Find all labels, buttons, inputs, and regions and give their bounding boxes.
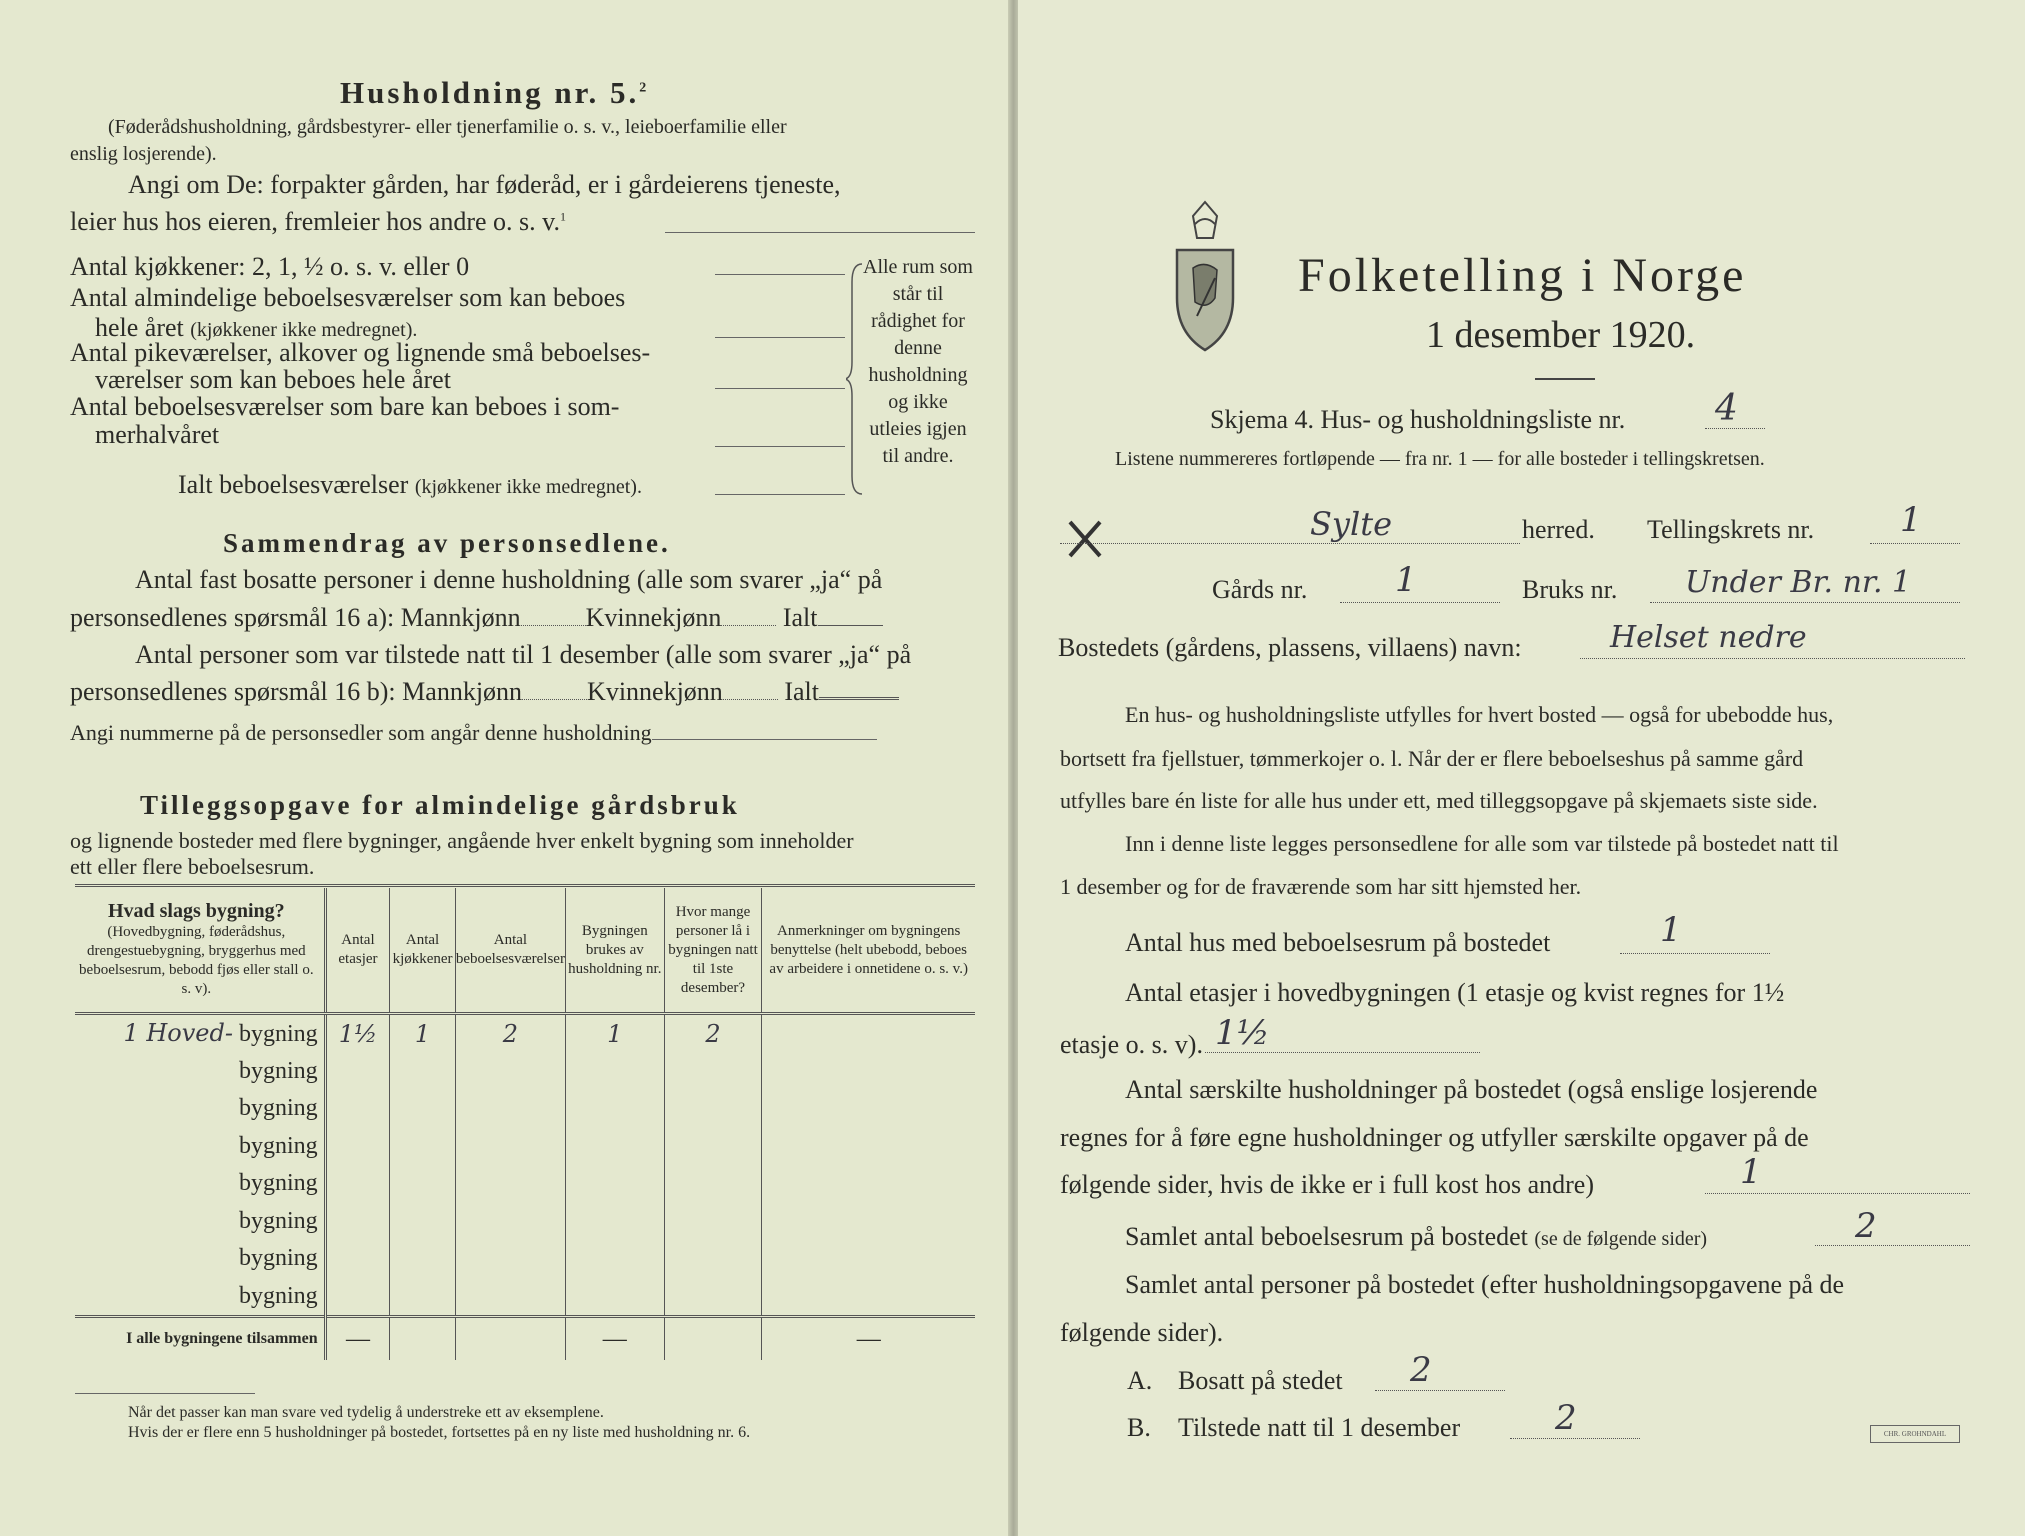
pike-line (715, 388, 845, 389)
total-hush: — (565, 1317, 664, 1361)
tillegg-line-2: ett eller flere beboelsesrum. (70, 854, 315, 879)
tellingskrets-nr: 1 (1900, 500, 1922, 540)
etasjer-line-1: Antal etasjer i hovedbygningen (1 etasje og kvist regnes for 1½ (1125, 978, 1785, 1007)
bruks-label: Bruks nr. (1522, 575, 1618, 604)
cell-anm (762, 1014, 975, 1053)
ialt-line (715, 494, 845, 495)
sammendrag-heading: Sammendrag av personsedlene. (223, 528, 671, 558)
etasjer-line-2: etasje o. s. v). (1060, 1030, 1203, 1059)
table-row (75, 1240, 975, 1278)
col-vaer-header: Antal beboelsesværelser (455, 888, 565, 1014)
bosted-line (1580, 658, 1965, 659)
row-type: bygning (238, 1282, 318, 1309)
cell-kjokken: 1 (390, 1014, 456, 1053)
col-hush-header: Bygningen brukes av husholdning nr. (565, 888, 664, 1014)
row-type: bygning (238, 1170, 318, 1197)
gards-nr: 1 (1395, 560, 1417, 600)
samlet-rum-line (1815, 1245, 1970, 1246)
table-row (75, 1128, 975, 1166)
etasjer-value-line (1205, 1052, 1480, 1053)
cell-pers: 2 (664, 1014, 762, 1053)
total-etasjer: — (325, 1317, 390, 1361)
col-type-header: Hvad slags bygning? (Hovedbygning, føderådshus, drengestuebygning, bryggerhus med beboelsesrum, bebodd fjøs eller stall o. s. v). (75, 888, 325, 1014)
row-type: bygning (238, 1207, 318, 1234)
gards-label: Gårds nr. (1212, 575, 1308, 604)
row-type: bygning (238, 1095, 318, 1122)
samlet-rum-label: Samlet antal beboelsesrum på bostedet (se de følgende sider) (1125, 1222, 1708, 1251)
tellingskrets-label: Tellingskrets nr. (1647, 515, 1815, 544)
bruks-nr: Under Br. nr. 1 (1685, 565, 1912, 600)
b-label: B. (1127, 1413, 1151, 1442)
para1-line2: bortsett fra fjellstuer, tømmerkojer o. l. Når der er flere beboelseshus på samme gård (1060, 746, 1804, 771)
row-type: bygning (238, 1057, 318, 1084)
saer-line-1: Antal særskilte husholdninger på bostedet (også enslige losjerende (1125, 1075, 1818, 1104)
alm-label-2: hele året (kjøkkener ikke medregnet). (95, 313, 418, 342)
table-row (75, 1165, 975, 1203)
table-row (75, 1014, 975, 1053)
hus-label: Antal hus med beboelsesrum på bostedet (1125, 928, 1551, 957)
skjema-nr: 4 (1715, 388, 1738, 429)
sommer-label-1: Antal beboelsesværelser som bare kan beboes i som- (70, 392, 620, 421)
sommer-label-2: merhalvåret (95, 420, 220, 449)
para2-line2: 1 desember og for de fraværende som har sitt hjemsted her. (1060, 874, 1582, 899)
household-title: Husholdning nr. 5.$^2$ (340, 75, 650, 110)
hus-value: 1 (1660, 910, 1682, 950)
col-etasjer-header: Antal etasjer (325, 888, 390, 1014)
table-row (75, 1090, 975, 1128)
cross-mark-icon (1066, 518, 1104, 560)
brace-note: Alle rum som står til rådighet for denne husholdning og ikke utleies igjen til andre. (863, 256, 973, 467)
samlet-pers-line-2: følgende sider). (1060, 1318, 1224, 1347)
title-divider (1535, 378, 1595, 380)
alm-line (715, 337, 845, 338)
intro-text-2: enslig losjerende). (70, 143, 217, 165)
cell-etasjer: 1½ (325, 1014, 390, 1053)
saer-line (1705, 1193, 1970, 1194)
b-line (1510, 1438, 1640, 1439)
saer-line-2: regnes for å føre egne husholdninger og utfyller særskilte opgaver på de (1060, 1123, 1809, 1152)
bosted-name: Helset nedre (1610, 620, 1807, 655)
tillegg-heading: Tilleggsopgave for almindelige gårdsbruk (140, 790, 740, 820)
para1-line3: utfylles bare én liste for alle hus under ett, med tilleggsopgave på skjemaets siste side. (1060, 788, 1818, 813)
herred-line (1060, 543, 1520, 544)
printer-stamp: CHR. GROHNDAHL (1870, 1425, 1960, 1443)
total-anm: — (762, 1317, 975, 1361)
table-total-row (75, 1317, 975, 1361)
cell-hush: 1 (565, 1014, 664, 1053)
building-table (75, 888, 975, 1360)
census-date: 1 desember 1920. (1426, 314, 1696, 356)
para2-line1: Inn i denne liste legges personsedlene for alle som var tilstede på bostedet natt til (1125, 831, 1839, 856)
ialt-label: Ialt beboelsesværelser (kjøkkener ikke medregnet). (178, 470, 642, 499)
left-page (0, 0, 1010, 1536)
angi-line-1: Angi om De: forpakter gården, har føderåd, er i gårdeierens tjeneste, (128, 170, 841, 199)
tillegg-line-1: og lignende bosteder med flere bygninger, angående hver enkelt bygning som inneholder (70, 828, 854, 853)
samlet-rum-value: 2 (1855, 1206, 1877, 1246)
bruks-line (1650, 602, 1960, 603)
footnote-2: Hvis der er flere enn 5 husholdninger på bostedet, fortsettes på en ny liste med husholdning nr. 6. (128, 1424, 751, 1441)
a-text: Bosatt på stedet (1178, 1366, 1343, 1395)
saer-line-3: følgende sider, hvis de ikke er i full kost hos andre) (1060, 1170, 1594, 1199)
row-type: bygning (238, 1245, 318, 1272)
col-kjokken-header: Antal kjøkkener (390, 888, 456, 1014)
sammendrag-line-2: personsedlenes spørsmål 16 a): Mannkjønn Kvinnekjønn Ialt (70, 603, 883, 633)
total-label: I alle bygningene tilsammen (75, 1317, 325, 1361)
sammendrag-line-3: Antal personer som var tilstede natt til 1 desember (alle som svarer „ja“ på (135, 640, 912, 669)
angi-line-2: leier hus hos eieren, fremleier hos andre o. s. v.$^1$ (70, 207, 566, 236)
etasjer-value: 1½ (1215, 1013, 1270, 1053)
samlet-pers-line-1: Samlet antal personer på bostedet (efter husholdningsopgavene på de (1125, 1270, 1845, 1299)
b-value: 2 (1555, 1398, 1577, 1438)
cell-vaer: 2 (455, 1014, 565, 1053)
pike-label-1: Antal pikeværelser, alkover og lignende små beboelses- (70, 338, 651, 367)
a-value: 2 (1410, 1350, 1432, 1390)
kjokkener-line (715, 274, 845, 275)
alm-label-1: Antal almindelige beboelsesværelser som kan beboes (70, 283, 626, 312)
table-top-rule (75, 884, 975, 887)
herred-hand: Sylte (1310, 505, 1393, 543)
saer-value: 1 (1740, 1152, 1762, 1192)
pike-label-2: værelser som kan beboes hele året (95, 365, 451, 394)
tellingskrets-line (1870, 543, 1960, 544)
a-label: A. (1127, 1366, 1153, 1395)
row-type: bygning (238, 1132, 318, 1159)
col-anm-header: Anmerkninger om bygningens benyttelse (helt ubebodd, beboes av arbeidere i onnetidene o. s. v.) (762, 888, 975, 1014)
col-pers-header: Hvor mange personer lå i bygningen natt til 1ste desember? (664, 888, 762, 1014)
para1-line1: En hus- og husholdningsliste utfylles for hvert bosted — også for ubebodde hus, (1125, 702, 1834, 727)
listene-note: Listene nummereres fortløpende — fra nr. 1 — for alle bosteder i tellingskretsen. (1115, 448, 1765, 470)
sammendrag-line-4: personsedlenes spørsmål 16 b): Mannkjønn Kvinnekjønn Ialt (70, 677, 899, 707)
sammendrag-line-1: Antal fast bosatte personer i denne husholdning (alle som svarer „ja“ på (135, 565, 883, 594)
sommer-line (715, 446, 845, 447)
coat-of-arms-icon (1165, 198, 1245, 358)
gards-line (1340, 602, 1500, 603)
table-row (75, 1278, 975, 1317)
skjema-label: Skjema 4. Hus- og husholdningsliste nr. (1210, 405, 1626, 434)
a-line (1375, 1390, 1505, 1391)
bosted-label: Bostedets (gårdens, plassens, villaens) navn: (1058, 633, 1522, 662)
intro-text: (Føderådshusholdning, gårdsbestyrer- eller tjenerfamilie o. s. v., leieboerfamilie eller (108, 116, 787, 138)
table-row (75, 1203, 975, 1241)
row-type: 1 Hoved- bygning (123, 1019, 318, 1048)
herred-label: herred. (1522, 515, 1595, 544)
hus-line (1620, 953, 1770, 954)
sammendrag-angi: Angi nummerne på de personsedler som angår denne husholdning (70, 720, 877, 746)
census-title: Folketelling i Norge (1298, 249, 1747, 302)
b-text: Tilstede natt til 1 desember (1178, 1413, 1461, 1442)
footnote-rule (75, 1393, 255, 1394)
table-row (75, 1053, 975, 1091)
skjema-nr-line (1705, 428, 1765, 429)
angi-answer-line (665, 232, 975, 233)
footnote-1: Når det passer kan man svare ved tydelig å understreke ett av eksemplene. (128, 1404, 604, 1421)
kjokkener-label: Antal kjøkkener: 2, 1, ½ o. s. v. eller 0 (70, 252, 470, 281)
